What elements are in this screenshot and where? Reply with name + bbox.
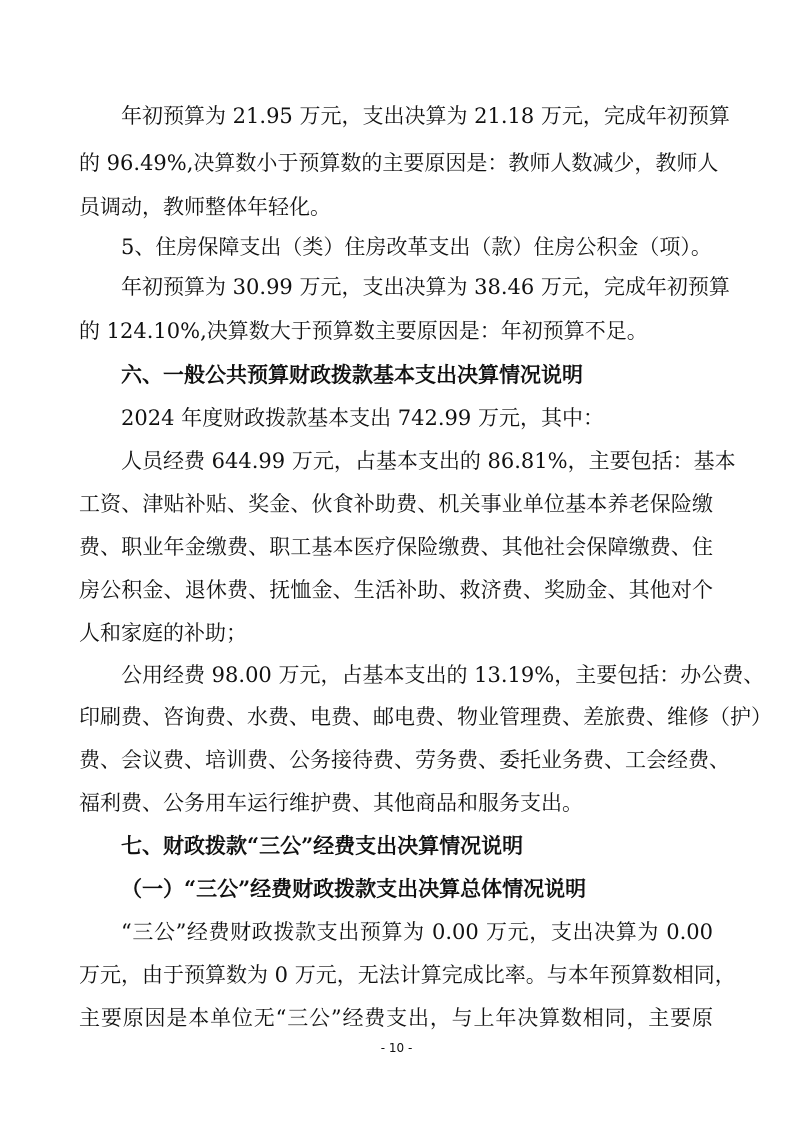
paragraph-line: 的 124.10%,决算数大于预算数主要原因是：年初预算不足。 bbox=[79, 319, 648, 343]
section-heading: 七、财政拨款“三公”经费支出决算情况说明 bbox=[121, 833, 524, 858]
paragraph-line: 年初预算为 30.99 万元，支出决算为 38.46 万元，完成年初预算 bbox=[121, 275, 730, 299]
paragraph-line: 工资、津贴补贴、奖金、伙食补助费、机关事业单位基本养老保险缴 bbox=[79, 492, 713, 516]
paragraph-line: 房公积金、退休费、抚恤金、生活补助、救济费、奖励金、其他对个 bbox=[79, 578, 713, 602]
paragraph-line: “三公”经费财政拨款支出预算为 0.00 万元，支出决算为 0.00 bbox=[121, 920, 713, 944]
paragraph-line: 费、职业年金缴费、职工基本医疗保险缴费、其他社会保障缴费、住 bbox=[79, 535, 713, 559]
paragraph-line: 的 96.49%,决算数小于预算数的主要原因是：教师人数减少，教师人 bbox=[79, 151, 719, 175]
paragraph-line: 万元，由于预算数为 0 万元，无法计算完成比率。与本年预算数相同， bbox=[79, 963, 736, 987]
paragraph-line: 员调动，教师整体年轻化。 bbox=[79, 195, 331, 219]
paragraph-line: 5、住房保障支出（类）住房改革支出（款）住房公积金（项）。 bbox=[121, 235, 712, 259]
section-heading: 六、一般公共预算财政拨款基本支出决算情况说明 bbox=[121, 362, 583, 387]
paragraph-line: 年初预算为 21.95 万元，支出决算为 21.18 万元，完成年初预算 bbox=[121, 104, 730, 128]
paragraph-line: 人和家庭的补助； bbox=[79, 621, 247, 645]
paragraph-line: 福利费、公务用车运行维护费、其他商品和服务支出。 bbox=[79, 791, 583, 815]
paragraph-line: 公用经费 98.00 万元，占基本支出的 13.19%，主要包括：办公费、 bbox=[121, 663, 765, 687]
paragraph-line: 人员经费 644.99 万元，占基本支出的 86.81%，主要包括：基本 bbox=[121, 449, 736, 473]
subsection-heading: （一）“三公”经费财政拨款支出决算总体情况说明 bbox=[121, 876, 587, 901]
paragraph-line: 印刷费、咨询费、水费、电费、邮电费、物业管理费、差旅费、维修（护） bbox=[79, 705, 772, 729]
paragraph-line: 主要原因是本单位无“三公”经费支出，与上年决算数相同，主要原 bbox=[79, 1006, 713, 1030]
paragraph-line: 费、会议费、培训费、公务接待费、劳务费、委托业务费、工会经费、 bbox=[79, 748, 730, 772]
paragraph-line: 2024 年度财政拨款基本支出 742.99 万元，其中： bbox=[121, 406, 604, 430]
page-number: - 10 - bbox=[380, 1041, 413, 1055]
